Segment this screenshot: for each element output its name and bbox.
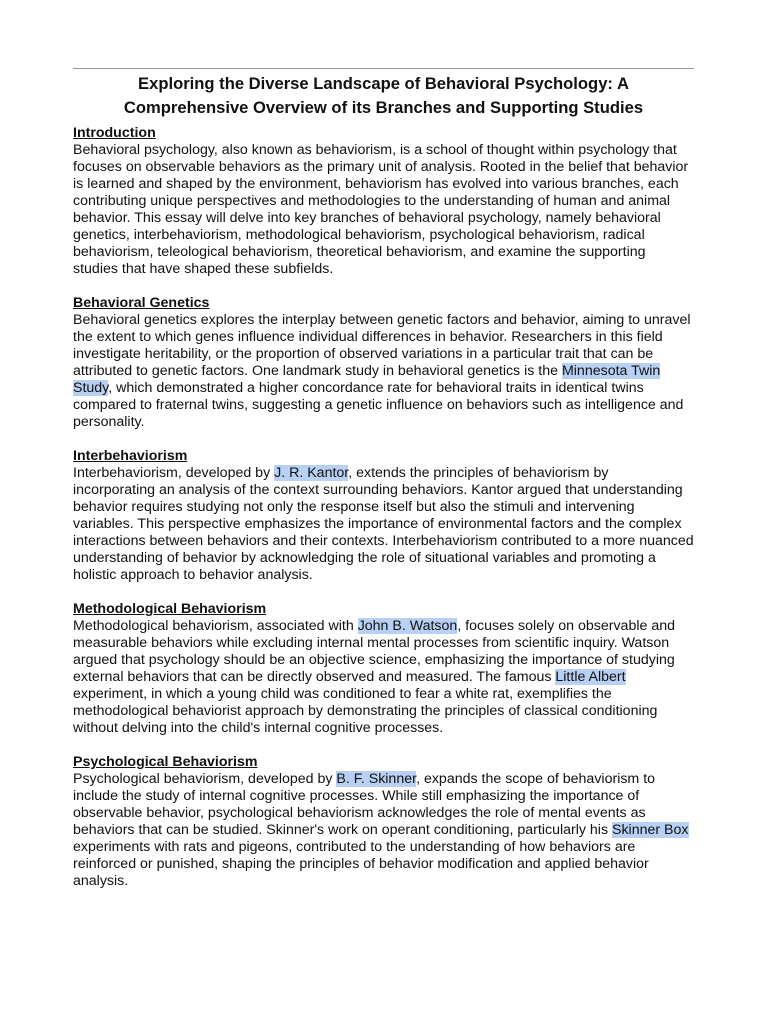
highlighted-text: B. F. Skinner [336,771,417,787]
section-behavioral-genetics [73,295,694,431]
section-paragraph [73,618,694,737]
section-paragraph [73,465,694,584]
section-heading: Introduction [73,125,156,141]
paragraph-text: Psychological behaviorism, developed by [73,771,337,787]
paragraph-text: experiment, in which a young child was conditioned to fear a white rat, exemplifies the methodological behaviorist approach by demonstrating the principles of classical conditioning without delving into the child's internal cognitive processes. [73,686,658,736]
section-heading: Methodological Behaviorism [73,601,267,617]
paragraph-text: experiments with rats and pigeons, contributed to the understanding of how behaviors are reinforced or punished, shaping the principles of behavior modification and applied behavior analysis. [73,839,649,889]
document-title [73,72,694,120]
section-introduction [73,125,694,278]
paragraph-text: , expands the scope of behaviorism to include the study of internal cognitive processes. While still emphasizing the importance of observable behavior, psychological behaviorism acknowledges the role of mental events as behaviors that can be studied. Skinner's work on operant conditioning, particularly his [73,771,656,838]
highlighted-text: Minnesota Twin Study [73,363,661,396]
section-psychological-behaviorism [73,754,694,890]
paragraph-text: , extends the principles of behaviorism by incorporating an analysis of the context surrounding behaviors. Kantor argued that understanding behavior requires studying not only the response itself but also the stimuli and intervening variables. This perspective emphasizes the importance of environmental factors and the complex interactions between behaviors and their contexts. Interbehaviorism contributed to a more nuanced understanding of behavior by acknowledging the role of situational variables and promoting a holistic approach to behavior analysis. [73,465,694,583]
paragraph-text: , which demonstrated a higher concordance rate for behavioral traits in identical twins compared to fraternal twins, suggesting a genetic influence on behaviors such as intelligence and personality. [73,380,684,430]
highlighted-text: J. R. Kantor [274,465,349,481]
highlighted-text: Little Albert [555,669,626,685]
top-rule [73,68,694,69]
section-heading: Psychological Behaviorism [73,754,258,770]
section-interbehaviorism [73,448,694,584]
paragraph-text: , focuses solely on observable and measurable behaviors while excluding internal mental processes from scientific inquiry. Watson argued that psychology should be an objective science, emphasizing the importance of studying external behaviors that can be directly observed and measured. The famous [73,618,675,685]
paragraph-text: Interbehaviorism, developed by [73,465,275,481]
paragraph-text: Methodological behaviorism, associated with [73,618,358,634]
paragraph-text: Behavioral genetics explores the interplay between genetic factors and behavior, aiming to unravel the extent to which genes influence individual differences in behavior. Researchers in this field investigate heritability, or the proportion of observed variations in a particular trait that can be attributed to genetic factors. One landmark study in behavioral genetics is the [73,312,691,379]
section-paragraph [73,142,694,278]
section-methodological-behaviorism [73,601,694,737]
document-body [73,125,694,907]
highlighted-text: John B. Watson [357,618,458,634]
section-paragraph [73,771,694,890]
paragraph-text: Behavioral psychology, also known as behaviorism, is a school of thought within psychology that focuses on observable behaviors as the primary unit of analysis. Rooted in the belief that behavior is learned and shaped by the environment, behaviorism has evolved into various branches, each contributing unique perspectives and methodologies to the understanding of human and animal behavior. This essay will delve into key branches of behavioral psychology, namely behavioral genetics, interbehaviorism, methodological behaviorism, psychological behaviorism, radical behaviorism, teleological behaviorism, theoretical behaviorism, and examine the supporting studies that have shaped these subfields. [73,142,689,277]
title-line-2: Comprehensive Overview of its Branches and Supporting Studies [123,98,644,117]
title-line-1: Exploring the Diverse Landscape of Behavioral Psychology: A [138,74,629,93]
highlighted-text: Skinner Box [612,822,689,838]
section-heading: Behavioral Genetics [73,295,210,311]
section-heading: Interbehaviorism [73,448,188,464]
section-paragraph [73,312,694,431]
